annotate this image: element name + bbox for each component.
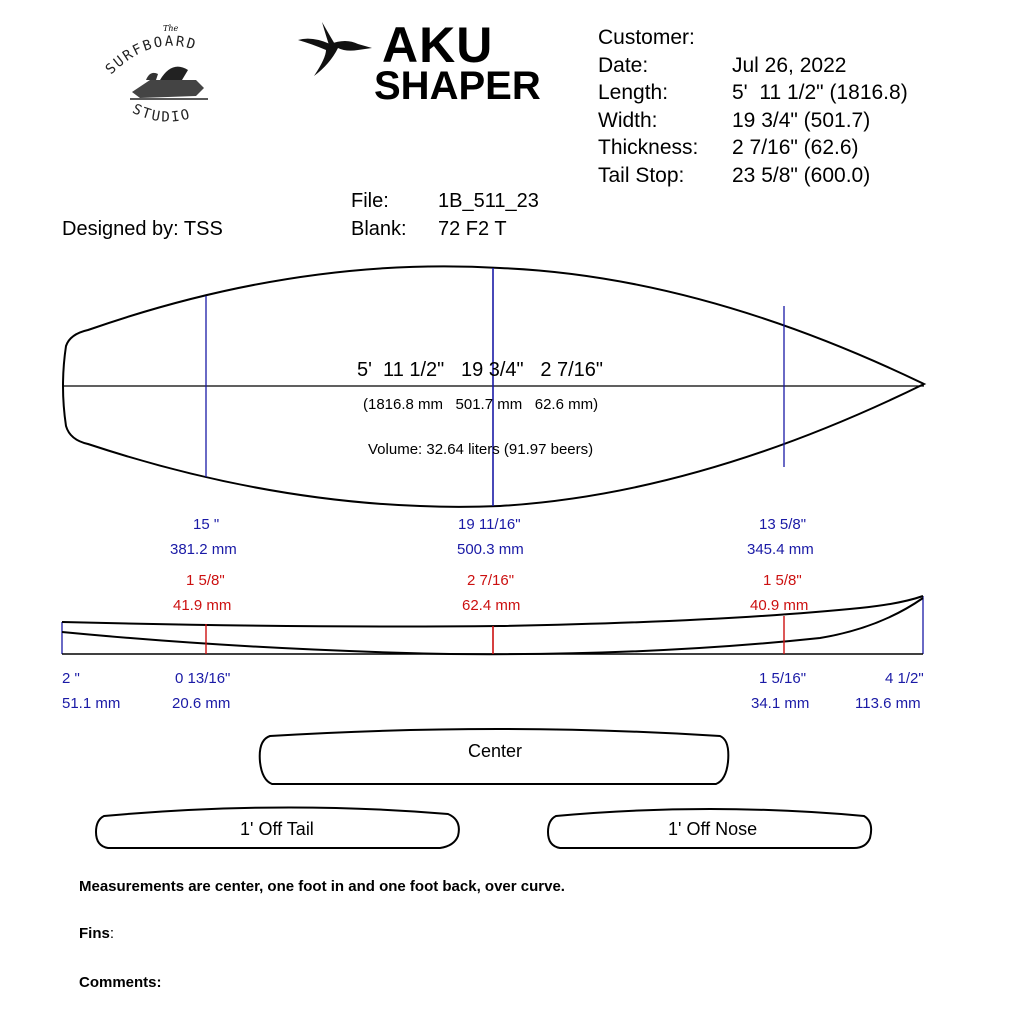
board-outline xyxy=(62,266,924,506)
section-nose-label: 1' Off Nose xyxy=(668,819,758,839)
fins-colon: : xyxy=(109,925,115,942)
width-nose-imperial: 13 5/8" xyxy=(759,516,807,533)
spec-label: Tail Stop: xyxy=(598,163,685,187)
logo-bottom-text: STUDIO xyxy=(129,101,194,126)
spec-value: 23 5/8" (600.0) xyxy=(732,163,871,187)
rocker-tail-end-imperial: 2 " xyxy=(62,670,80,687)
blank-value: 72 F2 T xyxy=(438,218,507,240)
rocker-nose-foot-imperial: 1 5/16" xyxy=(759,670,807,687)
width-nose-metric: 345.4 mm xyxy=(747,541,814,558)
thickness-nose-metric: 40.9 mm xyxy=(750,597,809,614)
brand-line-2: SHAPER xyxy=(374,64,541,108)
file-value: 1B_511_23 xyxy=(438,190,539,212)
thickness-center-metric: 62.4 mm xyxy=(462,597,521,614)
fins-line xyxy=(79,925,114,942)
comments-label: Comments: xyxy=(79,974,162,991)
logo-the: The xyxy=(163,24,179,33)
measurements-note: Measurements are center, one foot in and one foot back, over curve. xyxy=(79,878,565,895)
fins-label: Fins xyxy=(79,925,110,942)
spec-label: Thickness: xyxy=(598,136,699,159)
spec-label: Width: xyxy=(598,108,658,132)
width-center-imperial: 19 11/16" xyxy=(458,516,521,533)
section-center-label: Center xyxy=(468,741,523,761)
thickness-tail-metric: 41.9 mm xyxy=(173,597,232,614)
spec-value: 19 3/4" (501.7) xyxy=(732,108,871,132)
spec-label: Customer: xyxy=(598,26,695,49)
outline-volume: Volume: 32.64 liters (91.97 beers) xyxy=(368,441,594,458)
brand-line-1: AKU xyxy=(382,17,494,73)
rocker-nose-end-metric: 113.6 mm xyxy=(855,695,921,712)
designer: Designed by: TSS xyxy=(62,218,223,240)
spec-value: Jul 26, 2022 xyxy=(732,53,847,77)
width-center-metric: 500.3 mm xyxy=(457,541,524,558)
rocker-tail-foot-imperial: 0 13/16" xyxy=(175,670,231,687)
blank-label: Blank: xyxy=(351,218,407,240)
spec-label: Length: xyxy=(598,81,669,104)
file-label: File: xyxy=(351,190,389,212)
width-tail-imperial: 15 " xyxy=(193,516,220,533)
thickness-center-imperial: 2 7/16" xyxy=(467,572,515,589)
rocker-nose-end-imperial: 4 1/2" xyxy=(885,670,924,687)
section-tail-label: 1' Off Tail xyxy=(240,819,314,839)
spec-label: Date: xyxy=(598,53,649,77)
spec-value: 5' 11 1/2" (1816.8) xyxy=(732,81,908,104)
rocker-tail-end-metric: 51.1 mm xyxy=(62,695,121,712)
width-tail-metric: 381.2 mm xyxy=(170,541,237,558)
outline-dims-metric: (1816.8 mm 501.7 mm 62.6 mm) xyxy=(363,396,599,413)
rocker-tail-foot-metric: 20.6 mm xyxy=(172,695,231,712)
rocker-nose-foot-metric: 34.1 mm xyxy=(751,695,810,712)
spec-value: 2 7/16" (62.6) xyxy=(732,136,859,159)
logo-top-text: SURFBOARD xyxy=(102,33,200,78)
outline-dims-imperial: 5' 11 1/2" 19 3/4" 2 7/16" xyxy=(357,359,604,381)
thickness-tail-imperial: 1 5/8" xyxy=(186,572,225,589)
thickness-nose-imperial: 1 5/8" xyxy=(763,572,802,589)
